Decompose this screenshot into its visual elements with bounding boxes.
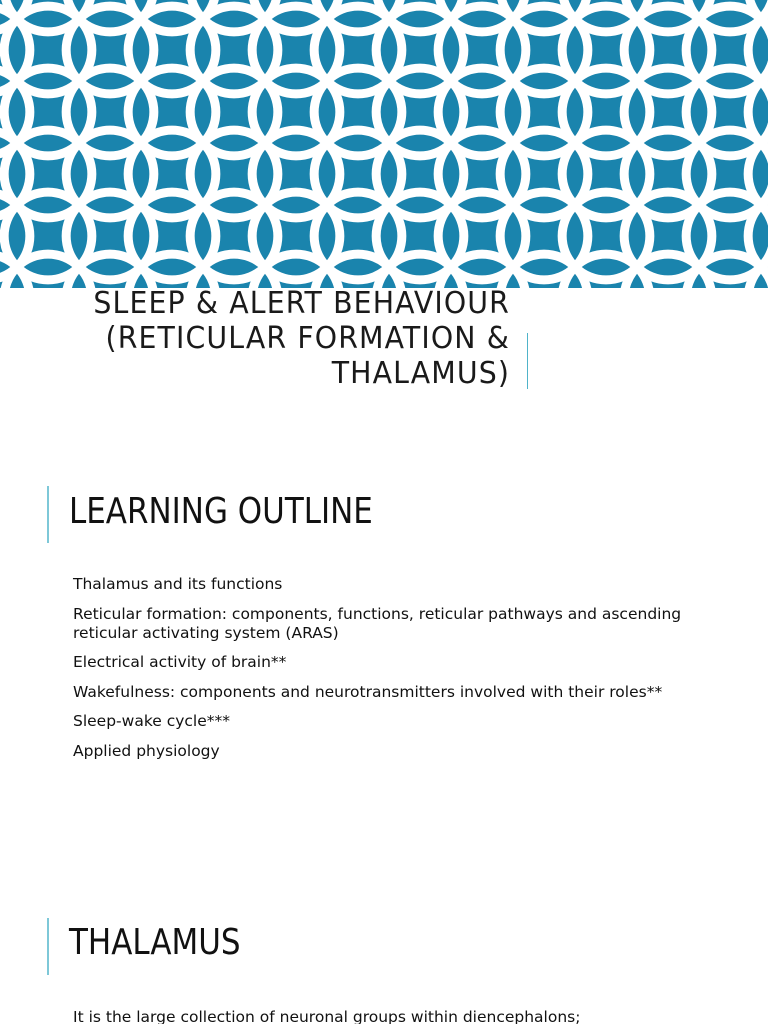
slide-title: [0, 286, 510, 391]
title-line-1: SLEEP & ALERT BEHAVIOUR: [93, 286, 510, 321]
interlocking-circle-pattern: [0, 0, 768, 288]
title-line-3: THALAMUS): [331, 356, 510, 391]
thalamus-accent-line: [47, 918, 49, 975]
title-slide-banner: [0, 0, 768, 288]
thalamus-body-text: It is the large collection of neuronal groups within diencephalons;: [73, 1008, 581, 1024]
thalamus-heading: THALAMUS: [69, 922, 241, 963]
list-item: Thalamus and its functions: [73, 575, 283, 593]
list-item: Wakefulness: components and neurotransmitters involved with their roles**: [73, 682, 663, 701]
title-accent-line: [527, 333, 528, 389]
list-item: Applied physiology: [73, 741, 220, 760]
title-line-2: (RETICULAR FORMATION &: [105, 321, 510, 356]
outline-accent-line: [47, 486, 49, 543]
learning-outline-list: [73, 575, 713, 771]
list-item: Sleep-wake cycle***: [73, 712, 231, 730]
learning-outline-heading: LEARNING OUTLINE: [69, 491, 373, 532]
list-item: Electrical activity of brain**: [73, 653, 287, 671]
list-item: Reticular formation: components, functions, reticular pathways and ascending reticular activating system (ARAS): [73, 604, 682, 642]
